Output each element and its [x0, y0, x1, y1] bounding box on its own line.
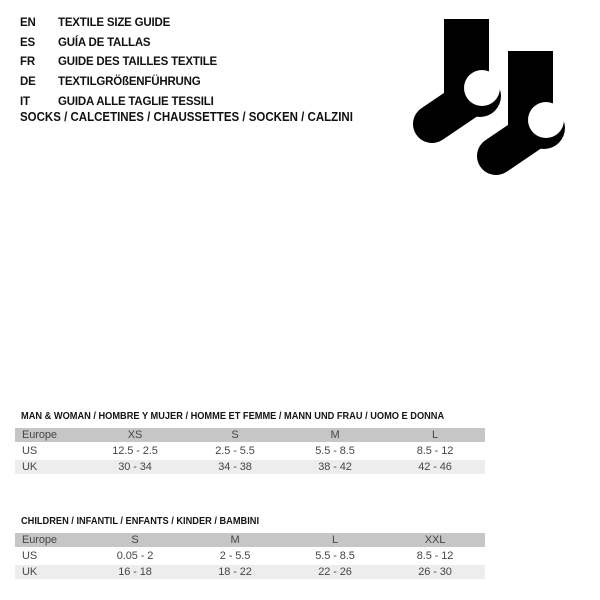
column-header-size: L [431, 429, 439, 441]
language-label: GUIDE DES TAILLES TEXTILE [58, 56, 217, 69]
language-code: ES [20, 36, 35, 49]
size-value: 18 - 22 [218, 566, 252, 578]
adults-table-title: MAN & WOMAN / HOMBRE Y MUJER / HOMME ET FEMME / MANN UND FRAU / UOMO E DONNA [21, 410, 445, 422]
children-table-title: CHILDREN / INFANTIL / ENFANTS / KINDER / BAMBINI [21, 515, 260, 527]
column-header-size: S [231, 429, 239, 441]
row-label: US [22, 550, 38, 562]
language-code: IT [20, 95, 30, 108]
size-value: 5.5 - 8.5 [315, 550, 355, 562]
language-code: FR [20, 56, 35, 69]
size-value: 16 - 18 [118, 566, 152, 578]
size-value: 26 - 30 [418, 566, 452, 578]
size-table-children [15, 533, 485, 581]
column-header-size: XS [127, 429, 143, 441]
size-value: 38 - 42 [318, 461, 352, 473]
language-label: TEXTILE SIZE GUIDE [58, 16, 171, 29]
column-header-region: Europe [22, 429, 57, 441]
language-label: GUIDA ALLE TAGLIE TESSILI [58, 95, 214, 108]
language-row-fr [20, 52, 217, 72]
language-row-de [20, 72, 217, 92]
language-row-es [20, 33, 217, 53]
size-value: 2 - 5.5 [219, 550, 251, 562]
row-label: UK [22, 461, 38, 473]
size-value: 8.5 - 12 [416, 445, 454, 457]
table-row-us [15, 549, 485, 563]
size-value: 12.5 - 2.5 [112, 445, 158, 457]
size-value: 22 - 26 [318, 566, 352, 578]
language-row-it [20, 92, 217, 112]
table-header-row [15, 428, 485, 442]
column-header-region: Europe [22, 534, 57, 546]
row-label: US [22, 445, 38, 457]
column-header-size: M [330, 429, 340, 441]
socks-icon [400, 10, 570, 185]
size-value: 0.05 - 2 [116, 550, 154, 562]
product-category-title: SOCKS / CALCETINES / CHAUSSETTES / SOCKEN / CALZINI [20, 110, 353, 124]
language-code: DE [20, 75, 36, 88]
table-header-row [15, 533, 485, 547]
size-value: 30 - 34 [118, 461, 152, 473]
table-row-uk [15, 460, 485, 474]
size-value: 5.5 - 8.5 [315, 445, 355, 457]
language-row-en [20, 13, 217, 33]
language-label: GUÍA DE TALLAS [58, 36, 151, 49]
column-header-size: XXL [424, 534, 446, 546]
size-value: 8.5 - 12 [416, 550, 454, 562]
column-header-size: L [331, 534, 339, 546]
table-row-uk [15, 565, 485, 579]
language-label: TEXTILGRÖßENFÜHRUNG [58, 75, 201, 88]
language-code: EN [20, 16, 36, 29]
column-header-size: S [131, 534, 139, 546]
size-table-adults [15, 428, 485, 476]
size-value: 42 - 46 [418, 461, 452, 473]
column-header-size: M [230, 534, 240, 546]
size-value: 2.5 - 5.5 [215, 445, 255, 457]
row-label: UK [22, 566, 38, 578]
language-list [20, 13, 217, 111]
size-value: 34 - 38 [218, 461, 252, 473]
table-row-us [15, 444, 485, 458]
